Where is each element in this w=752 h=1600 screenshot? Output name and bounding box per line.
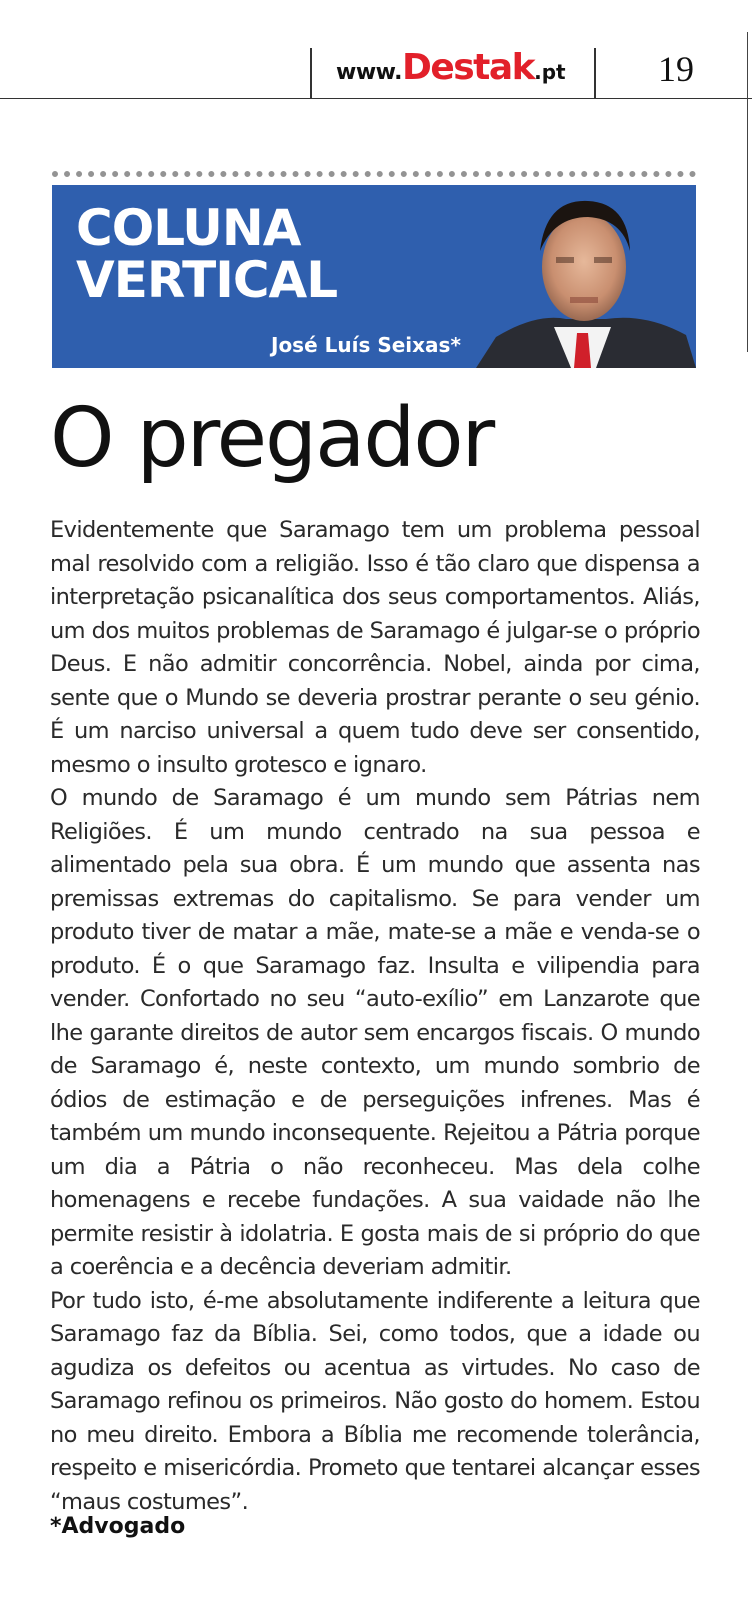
article-paragraph: Por tudo isto, é-me absolutamente indiferente a leitura que Saramago faz da Bíblia. Sei, como todos, que a idade ou agudiza os defeitos ou acentua as virtudes. No caso de Saramago refinou os primeiros. Não gosto do homem. Estou no meu direito. Embora a Bíblia me recomende tolerância, respeito e misericórdia. Prometo que tentarei alcançar esses “maus costumes”. — [50, 1287, 700, 1515]
column-banner — [52, 185, 696, 368]
header-divider-left — [310, 48, 312, 98]
page-header — [0, 0, 752, 99]
header-divider-right — [594, 48, 596, 98]
author-signature: *Advogado — [50, 1514, 186, 1539]
article-paragraph: O mundo de Saramago é um mundo sem Pátrias nem Religiões. É um mundo centrado na sua pessoa e alimentado pela sua obra. É um mundo que assenta nas premissas extremas do capitalismo. Se para vender um produto tiver de matar a mãe, mate-se a mãe e venda-se o produto. É o que Saramago faz. Insulta e vilipendia para vender. Confortado no seu “auto-exílio” em Lanzarote que lhe garante direitos de autor sem encargos fiscais. O mundo de Saramago é, neste contexto, um mundo sombrio de ódios de estimação e de perseguições infrenes. Mas é também um mundo inconsequente. Rejeitou a Pátria porque um dia a Pátria o não reconheceu. Mas dela colhe homenagens e recebe fundações. A sua vaidade não lhe permite resistir à idolatria. E gosta mais de si próprio do que a coerência e a decência deveriam admitir. — [50, 785, 700, 1280]
page-number: 19 — [658, 49, 694, 89]
brand-prefix: www. — [336, 60, 402, 85]
brand-logo[interactable] — [336, 47, 566, 90]
brand-suffix: .pt — [534, 60, 566, 84]
column-title-line2: VERTICAL — [76, 251, 338, 309]
article-body — [50, 514, 700, 1519]
page-edge-line — [747, 32, 748, 352]
dotted-divider — [52, 171, 696, 183]
column-author: José Luís Seixas* — [271, 333, 461, 357]
author-portrait — [476, 185, 696, 368]
column-title-line1: COLUNA — [76, 199, 301, 257]
article-headline: O pregador — [50, 391, 494, 486]
brand-name: Destak — [401, 47, 535, 88]
article-paragraph: Evidentemente que Saramago tem um problema pessoal mal resolvido com a religião. Isso é tão claro que dispensa a interpretação psicanalítica dos seus comportamentos. Aliás, um dos muitos problemas de Saramago é julgar-se o próprio Deus. E não admitir concorrência. Nobel, ainda por cima, sente que o Mundo se deveria prostrar perante o seu génio. É um narciso universal a quem tudo deve ser consentido, mesmo o insulto grotesco e ignaro. — [50, 517, 700, 778]
